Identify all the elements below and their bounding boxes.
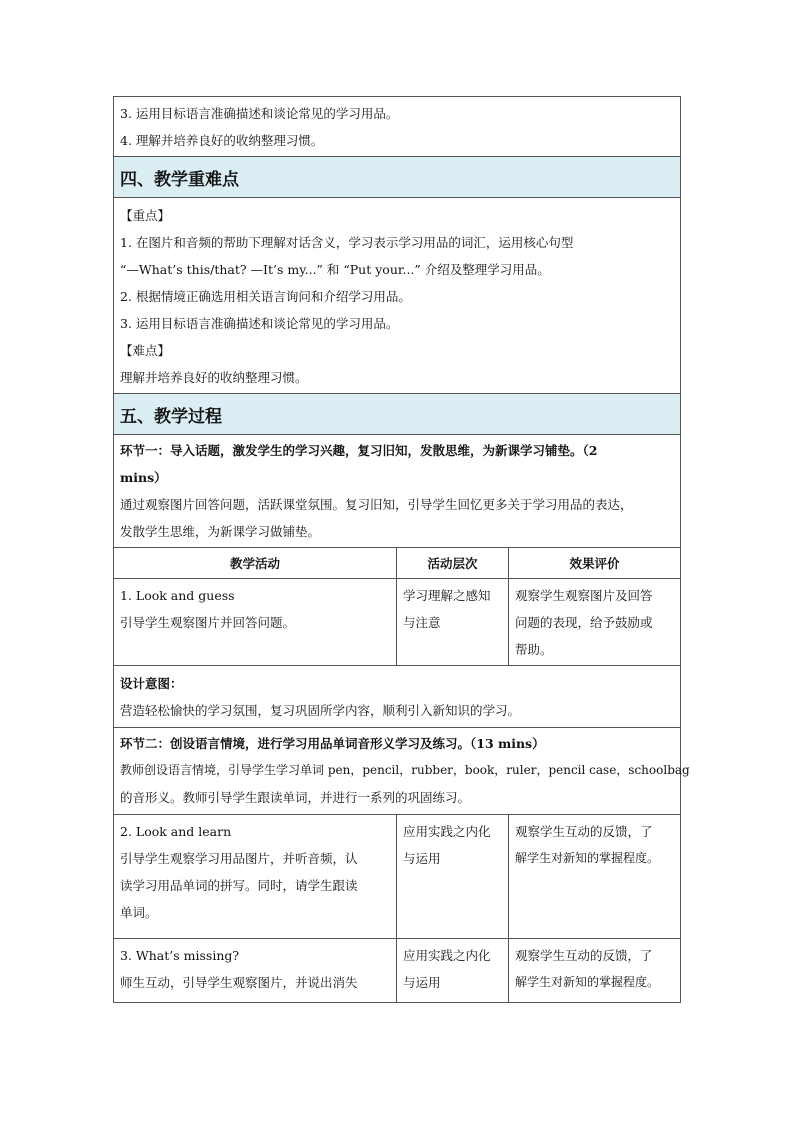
design-row <box>114 666 681 728</box>
design-label: 设计意图： <box>120 676 183 691</box>
activity3-row <box>114 939 681 1003</box>
activity3-eval-2: 解学生对新知的掌握程度。 <box>515 975 660 989</box>
activity2-desc-2: 读学习用品单词的拼写。同时，请学生跟读 <box>120 878 358 893</box>
section5-title: 五、教学过程 <box>114 394 681 435</box>
lesson-plan-page <box>113 96 690 1003</box>
section5-header-row <box>114 394 681 435</box>
table-header-row <box>114 548 681 579</box>
key-item-1: 1. 在图片和音频的帮助下理解对话含义，学习表示学习用品的词汇，运用核心句型 <box>120 235 574 250</box>
step2-desc-cont: 的音形义。教师引导学生跟读单词，并进行一系列的巩固练习。 <box>120 790 471 805</box>
header-activity: 教学活动 <box>114 548 397 579</box>
lesson-plan-table <box>113 96 690 1003</box>
header-eval: 效果评价 <box>509 548 681 579</box>
activity2-title: 2. Look and learn <box>120 824 232 839</box>
step2-row <box>114 728 681 815</box>
activity3-desc-1: 师生互动，引导学生观察图片，并说出消失 <box>120 975 358 990</box>
section4-header-row <box>114 157 681 198</box>
activity2-row <box>114 815 681 939</box>
step2-heading: 环节二：创设语言情境，进行学习用品单词音形义学习及练习。（13 mins） <box>120 736 545 751</box>
step1-row <box>114 435 681 548</box>
header-level: 活动层次 <box>397 548 509 579</box>
design-text: 营造轻松愉快的学习氛围，复习巩固所学内容，顺利引入新知识的学习。 <box>120 703 521 718</box>
activity3-level-1: 应用实践之内化 <box>403 948 491 963</box>
activity1-eval-2: 问题的表现，给予鼓励或 <box>515 615 653 630</box>
activity1-row <box>114 579 681 666</box>
step1-heading: 环节一：导入话题，激发学生的学习兴趣，复习旧知，发散思维，为新课学习铺垫。（2 <box>120 443 598 458</box>
key-item-1-cont: “—What’s this/that? —It’s my...” 和 “Put your...” 介绍及整理学习用品。 <box>120 262 550 277</box>
step1-desc: 通过观察图片回答问题，活跃课堂氛围。复习旧知，引导学生回忆更多关于学习用品的表达， <box>120 497 633 512</box>
section4-title: 四、教学重难点 <box>114 157 681 198</box>
activity1-desc: 引导学生观察图片并回答问题。 <box>120 615 296 630</box>
activity1-eval-3: 帮助。 <box>515 642 553 657</box>
activity2-level-2: 与运用 <box>403 851 441 866</box>
key-item-2: 2. 根据情境正确选用相关语言询问和介绍学习用品。 <box>120 289 411 304</box>
activity2-level-1: 应用实践之内化 <box>403 824 491 839</box>
difficult-text: 理解并培养良好的收纳整理习惯。 <box>120 370 308 385</box>
key-label: 【重点】 <box>120 208 171 223</box>
activity2-desc-1: 引导学生观察学习用品图片，并听音频，认 <box>120 851 358 866</box>
step2-desc: 教师创设语言情境，引导学生学习单词 pen，pencil，rubber，book，ruler，pencil case，schoolbag <box>120 763 690 777</box>
step1-desc-cont: 发散学生思维，为新课学习做铺垫。 <box>120 524 321 539</box>
objective-4: 4. 理解并培养良好的收纳整理习惯。 <box>120 133 324 148</box>
activity1-eval-1: 观察学生观察图片及回答 <box>515 588 653 603</box>
activity3-level-2: 与运用 <box>403 975 441 990</box>
activity3-title: 3. What’s missing? <box>120 948 240 963</box>
activity2-desc-3: 单词。 <box>120 905 158 920</box>
activity1-level-1: 学习理解之感知 <box>403 588 491 603</box>
activity2-eval-1: 观察学生互动的反馈，了 <box>515 824 653 839</box>
objectives-row <box>114 97 681 157</box>
step1-heading-cont: mins） <box>120 470 167 485</box>
difficult-label: 【难点】 <box>120 343 171 358</box>
activity1-title: 1. Look and guess <box>120 588 235 603</box>
activity2-eval-2: 解学生对新知的掌握程度。 <box>515 851 660 865</box>
activity1-level-2: 与注意 <box>403 615 441 630</box>
objective-3: 3. 运用目标语言准确描述和谈论常见的学习用品。 <box>120 106 399 121</box>
activity3-eval-1: 观察学生互动的反馈，了 <box>515 948 653 963</box>
key-item-3: 3. 运用目标语言准确描述和谈论常见的学习用品。 <box>120 316 399 331</box>
section4-body-row <box>114 198 681 394</box>
